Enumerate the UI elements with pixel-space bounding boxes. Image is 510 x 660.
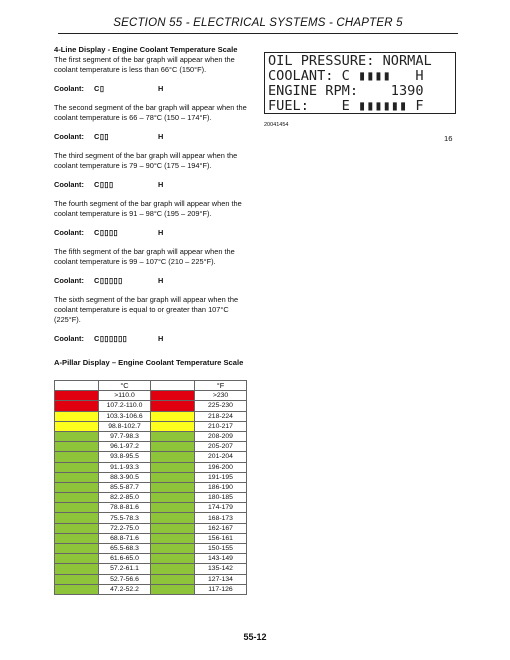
color-swatch (55, 544, 99, 554)
coolant-scale: C▯▯▯ (94, 180, 114, 189)
fahrenheit-cell: 191-195 (195, 472, 247, 482)
coolant-label: Coolant: (54, 276, 84, 285)
color-swatch (151, 503, 195, 513)
celsius-cell: 103.3-106.6 (99, 411, 151, 421)
color-swatch (151, 584, 195, 594)
table-row (55, 472, 247, 482)
fahrenheit-cell: 186-190 (195, 482, 247, 492)
section-heading-4-line: 4-Line Display - Engine Coolant Temperature Scale (54, 45, 238, 54)
table-row (55, 544, 247, 554)
coolant-label: Coolant: (54, 84, 84, 93)
fahrenheit-cell: 174-179 (195, 503, 247, 513)
color-swatch (151, 472, 195, 482)
coolant-scale-line (54, 84, 250, 94)
color-swatch (55, 513, 99, 523)
color-swatch (55, 431, 99, 441)
coolant-label: Coolant: (54, 180, 84, 189)
table-row (55, 411, 247, 421)
fahrenheit-cell: 168-173 (195, 513, 247, 523)
table-row (55, 401, 247, 411)
coolant-scale-line (54, 228, 250, 238)
fahrenheit-cell: 135-142 (195, 564, 247, 574)
celsius-cell: 75.5-78.3 (99, 513, 151, 523)
color-swatch (151, 431, 195, 441)
color-swatch (55, 482, 99, 492)
coolant-scale-line (54, 334, 250, 344)
celsius-header: °C (99, 381, 151, 391)
color-swatch (151, 452, 195, 462)
segment-description: The second segment of the bar graph will appear when the coolant temperature is 66 – 78°C (150 – 174°F). (54, 103, 247, 122)
celsius-cell: >110.0 (99, 391, 151, 401)
lcd-line-coolant: COOLANT: C ▮▮▮▮ H (268, 69, 424, 84)
table-row (55, 493, 247, 503)
fahrenheit-cell: 180-185 (195, 493, 247, 503)
color-swatch (55, 421, 99, 431)
coolant-scale-h: H (158, 228, 164, 237)
coolant-scale-h: H (158, 132, 164, 141)
fahrenheit-cell: 225-230 (195, 401, 247, 411)
color-swatch (55, 462, 99, 472)
fahrenheit-cell: 127-134 (195, 574, 247, 584)
segment-description: The third segment of the bar graph will appear when the coolant temperature is 79 – 90°C (175 – 194°F). (54, 151, 238, 170)
section-heading-a-pillar: A-Pillar Display – Engine Coolant Temperature Scale (54, 358, 244, 367)
table-header-row (55, 381, 247, 391)
color-swatch (55, 503, 99, 513)
color-swatch (55, 452, 99, 462)
fahrenheit-cell: 218-224 (195, 411, 247, 421)
lcd-display (264, 52, 456, 114)
celsius-cell: 96.1-97.2 (99, 442, 151, 452)
coolant-scale: C▯▯▯▯ (94, 228, 119, 237)
page-number: 55-12 (243, 632, 267, 642)
color-swatch (151, 574, 195, 584)
color-column-header (55, 381, 99, 391)
color-swatch (151, 533, 195, 543)
color-swatch (151, 544, 195, 554)
coolant-scale-line (54, 180, 250, 190)
fahrenheit-cell: 196-200 (195, 462, 247, 472)
color-swatch (151, 482, 195, 492)
celsius-cell: 61.6-65.0 (99, 554, 151, 564)
header-rule (58, 33, 458, 34)
fahrenheit-cell: 150-155 (195, 544, 247, 554)
celsius-cell: 85.5-87.7 (99, 482, 151, 492)
segment-description: The sixth segment of the bar graph will appear when the coolant temperature is equal to or greater than 107°C (225°F). (54, 295, 239, 324)
color-swatch (55, 523, 99, 533)
coolant-scale: C▯ (94, 84, 105, 93)
fahrenheit-cell: 210-217 (195, 421, 247, 431)
celsius-cell: 78.8-81.6 (99, 503, 151, 513)
coolant-scale-h: H (158, 334, 164, 343)
celsius-cell: 72.2-75.0 (99, 523, 151, 533)
celsius-cell: 82.2-85.0 (99, 493, 151, 503)
coolant-scale: C▯▯▯▯▯▯ (94, 334, 128, 343)
celsius-cell: 93.8-95.5 (99, 452, 151, 462)
fahrenheit-cell: 143-149 (195, 554, 247, 564)
coolant-scale-h: H (158, 276, 164, 285)
celsius-cell: 52.7-56.6 (99, 574, 151, 584)
color-swatch (151, 391, 195, 401)
color-swatch (151, 564, 195, 574)
table-row (55, 564, 247, 574)
celsius-cell: 97.7-98.3 (99, 431, 151, 441)
color-swatch (151, 421, 195, 431)
coolant-scale-h: H (158, 84, 164, 93)
segment-description: The fifth segment of the bar graph will appear when the coolant temperature is 99 – 107°C (210 – 225°F). (54, 247, 235, 266)
table-row (55, 574, 247, 584)
coolant-scale: C▯▯▯▯▯ (94, 276, 123, 285)
coolant-scale: C▯▯ (94, 132, 109, 141)
coolant-scale-line (54, 276, 250, 286)
table-row (55, 452, 247, 462)
table-row (55, 584, 247, 594)
color-swatch (55, 584, 99, 594)
color-swatch (55, 472, 99, 482)
color-column-header (151, 381, 195, 391)
segment-description: The fourth segment of the bar graph will appear when the coolant temperature is 91 – 98°C (195 – 209°F). (54, 199, 242, 218)
fahrenheit-header: °F (195, 381, 247, 391)
celsius-cell: 98.8-102.7 (99, 421, 151, 431)
table-row (55, 503, 247, 513)
color-swatch (55, 411, 99, 421)
coolant-scale-h: H (158, 180, 164, 189)
color-swatch (151, 513, 195, 523)
fahrenheit-cell: 205-207 (195, 442, 247, 452)
coolant-blocks (54, 84, 250, 344)
color-swatch (151, 401, 195, 411)
color-swatch (151, 411, 195, 421)
table-row (55, 523, 247, 533)
color-swatch (55, 533, 99, 543)
page-header: SECTION 55 - ELECTRICAL SYSTEMS - CHAPTER 5 (113, 17, 403, 29)
table-row (55, 482, 247, 492)
lcd-line-fuel: FUEL: E ▮▮▮▮▮▮ F (268, 99, 424, 114)
intro-paragraph: The first segment of the bar graph will appear when the coolant temperature is less than 66°C (150°F). (54, 55, 235, 74)
color-swatch (151, 554, 195, 564)
coolant-temperature-table (54, 380, 247, 595)
celsius-cell: 107.2-110.0 (99, 401, 151, 411)
coolant-label: Coolant: (54, 334, 84, 343)
table-row (55, 431, 247, 441)
celsius-cell: 65.5-68.3 (99, 544, 151, 554)
celsius-cell: 88.3-90.5 (99, 472, 151, 482)
fahrenheit-cell: 156-161 (195, 533, 247, 543)
celsius-cell: 68.8-71.6 (99, 533, 151, 543)
fahrenheit-cell: 208-209 (195, 431, 247, 441)
table-row (55, 533, 247, 543)
lcd-line-engine-rpm: ENGINE RPM: 1390 (268, 84, 424, 99)
color-swatch (151, 523, 195, 533)
lcd-line-oil-pressure: OIL PRESSURE: NORMAL (268, 54, 432, 69)
color-swatch (55, 574, 99, 584)
color-swatch (55, 401, 99, 411)
fahrenheit-cell: >230 (195, 391, 247, 401)
color-swatch (55, 564, 99, 574)
color-swatch (55, 493, 99, 503)
color-swatch (55, 554, 99, 564)
coolant-label: Coolant: (54, 228, 84, 237)
celsius-cell: 57.2-61.1 (99, 564, 151, 574)
coolant-scale-line (54, 132, 250, 142)
table-row (55, 421, 247, 431)
celsius-cell: 47.2-52.2 (99, 584, 151, 594)
celsius-cell: 91.1-93.3 (99, 462, 151, 472)
figure-id: 20041454 (264, 122, 289, 128)
color-swatch (151, 493, 195, 503)
table-row (55, 442, 247, 452)
color-swatch (151, 442, 195, 452)
fahrenheit-cell: 162-167 (195, 523, 247, 533)
figure-number: 16 (444, 134, 453, 143)
fahrenheit-cell: 117-126 (195, 584, 247, 594)
fahrenheit-cell: 201-204 (195, 452, 247, 462)
table-row (55, 462, 247, 472)
color-swatch (55, 442, 99, 452)
coolant-label: Coolant: (54, 132, 84, 141)
left-column (54, 45, 250, 368)
table-row (55, 513, 247, 523)
table-row (55, 391, 247, 401)
table-row (55, 554, 247, 564)
color-swatch (55, 391, 99, 401)
color-swatch (151, 462, 195, 472)
